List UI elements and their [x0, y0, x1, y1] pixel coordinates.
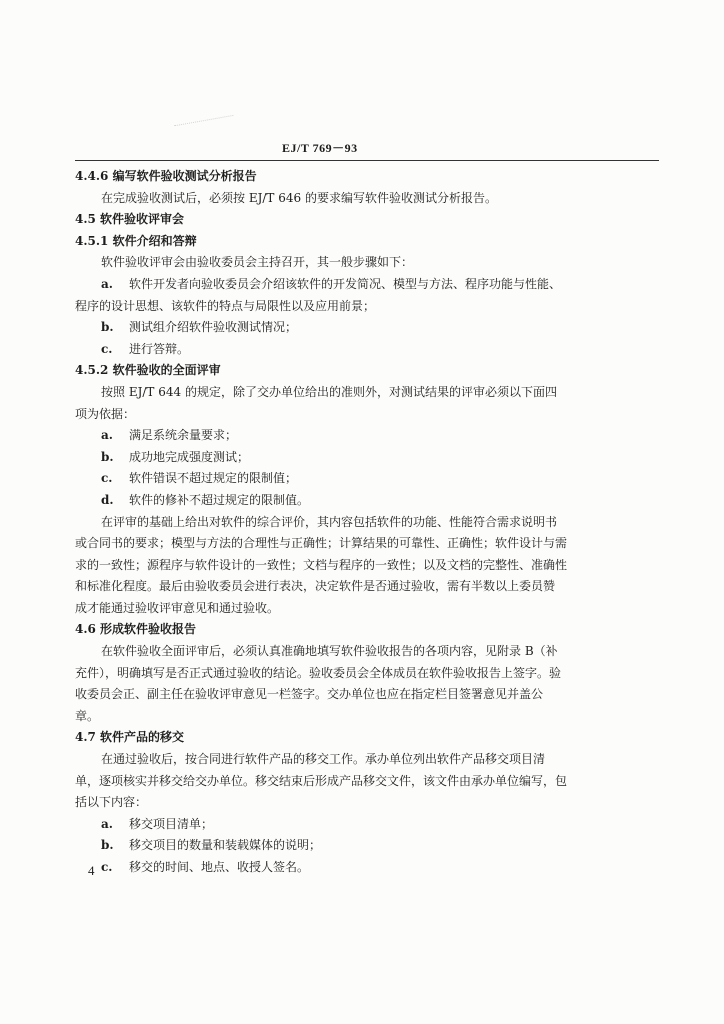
paragraph-line: 和标准化程度。最后由验收委员会进行表决，决定软件是否通过验收，需有半数以上委员赞 [75, 579, 556, 594]
list-marker: c. [101, 471, 113, 486]
list-item-text: 移交项目清单； [129, 816, 214, 831]
paragraph-line: 在完成验收测试后，必须按 EJ/T 646 的要求编写软件验收测试分析报告。 [101, 190, 497, 205]
paragraph-line: 或合同书的要求；模型与方法的合理性与正确性；计算结果的可靠性、正确性；软件设计与需 [75, 536, 568, 551]
header-rule [75, 160, 659, 161]
page-body [75, 166, 660, 879]
list-item [75, 835, 660, 857]
list-item-text: 软件开发者向验收委员会介绍该软件的开发简况、模型与方法、程序功能与性能、 [129, 276, 562, 291]
paragraph-line: 程序的设计思想、该软件的特点与局限性以及应用前景； [75, 298, 376, 313]
paragraph-line: 项为依据： [75, 406, 136, 421]
list-item-text: 成功地完成强度测试； [129, 449, 250, 464]
list-item-text: 测试组介绍软件验收测试情况； [129, 320, 298, 335]
scan-mark [174, 115, 236, 140]
list-item-text: 移交的时间、地点、收授人签名。 [129, 860, 310, 874]
list-item [75, 425, 660, 447]
list-item [75, 490, 660, 512]
section-heading-4-6: 4.6 形成软件验收报告 [75, 622, 197, 637]
list-marker: c. [101, 860, 113, 874]
list-item [75, 274, 660, 296]
list-item-text: 移交项目的数量和装载媒体的说明； [129, 838, 322, 853]
paragraph-line: 括以下内容： [75, 795, 148, 810]
paragraph-line: 在软件验收全面评审后，必须认真准确地填写软件验收报告的各项内容，见附录 B（补 [101, 644, 558, 659]
list-marker: a. [101, 816, 113, 831]
list-marker: b. [101, 838, 114, 853]
paragraph-line: 在评审的基础上给出对软件的综合评价，其内容包括软件的功能、性能符合需求说明书 [101, 514, 558, 529]
document-code-header: EJ/T 769－93 [282, 141, 358, 155]
list-item-text: 进行答辩。 [129, 341, 190, 356]
paragraph-line: 成才能通过验收评审意见和通过验收。 [75, 600, 280, 615]
section-heading-4-5-2: 4.5.2 软件验收的全面评审 [75, 363, 221, 378]
list-item-text: 满足系统余量要求； [129, 428, 238, 443]
list-marker: b. [101, 449, 114, 464]
paragraph-line: 收委员会正、副主任在验收评审意见一栏签字。交办单位也应在指定栏目签署意见并盖公 [75, 687, 544, 702]
section-heading-4-7: 4.7 软件产品的移交 [75, 730, 185, 745]
paragraph-line: 按照 EJ/T 644 的规定，除了交办单位给出的准则外，对测试结果的评审必须以下面四 [101, 384, 557, 399]
list-marker: c. [101, 341, 113, 356]
paragraph-line: 软件验收评审会由验收委员会主持召开，其一般步骤如下： [101, 255, 414, 270]
list-item [75, 857, 660, 879]
list-marker: d. [101, 492, 114, 507]
paragraph-line: 章。 [75, 708, 100, 723]
section-heading-4-5: 4.5 软件验收评审会 [75, 212, 185, 227]
section-heading-4-4-6: 4.4.6 编写软件验收测试分析报告 [75, 169, 257, 183]
section-heading-4-5-1: 4.5.1 软件介绍和答辩 [75, 233, 197, 248]
list-marker: b. [101, 320, 114, 335]
list-item [75, 447, 660, 469]
list-item [75, 317, 660, 339]
paragraph-line: 求的一致性；源程序与软件设计的一致性；文档与程序的一致性；以及文档的完整性、准确性 [75, 557, 568, 572]
list-item-text: 软件错误不超过规定的限制值； [129, 471, 298, 486]
list-item [75, 339, 660, 361]
list-marker: a. [101, 428, 113, 443]
list-item [75, 814, 660, 836]
page-number: 4 [88, 863, 95, 878]
list-item [75, 468, 660, 490]
list-marker: a. [101, 276, 113, 291]
list-item-text: 软件的修补不超过规定的限制值。 [129, 492, 310, 507]
paragraph-line: 充件），明确填写是否正式通过验收的结论。验收委员会全体成员在软件验收报告上签字。验 [75, 665, 562, 680]
paragraph-line: 单，逐项核实并移交给交办单位。移交结束后形成产品移交文件，该文件由承办单位编写，包 [75, 773, 568, 788]
paragraph-line: 在通过验收后，按合同进行软件产品的移交工作。承办单位列出软件产品移交项目清 [101, 752, 546, 767]
